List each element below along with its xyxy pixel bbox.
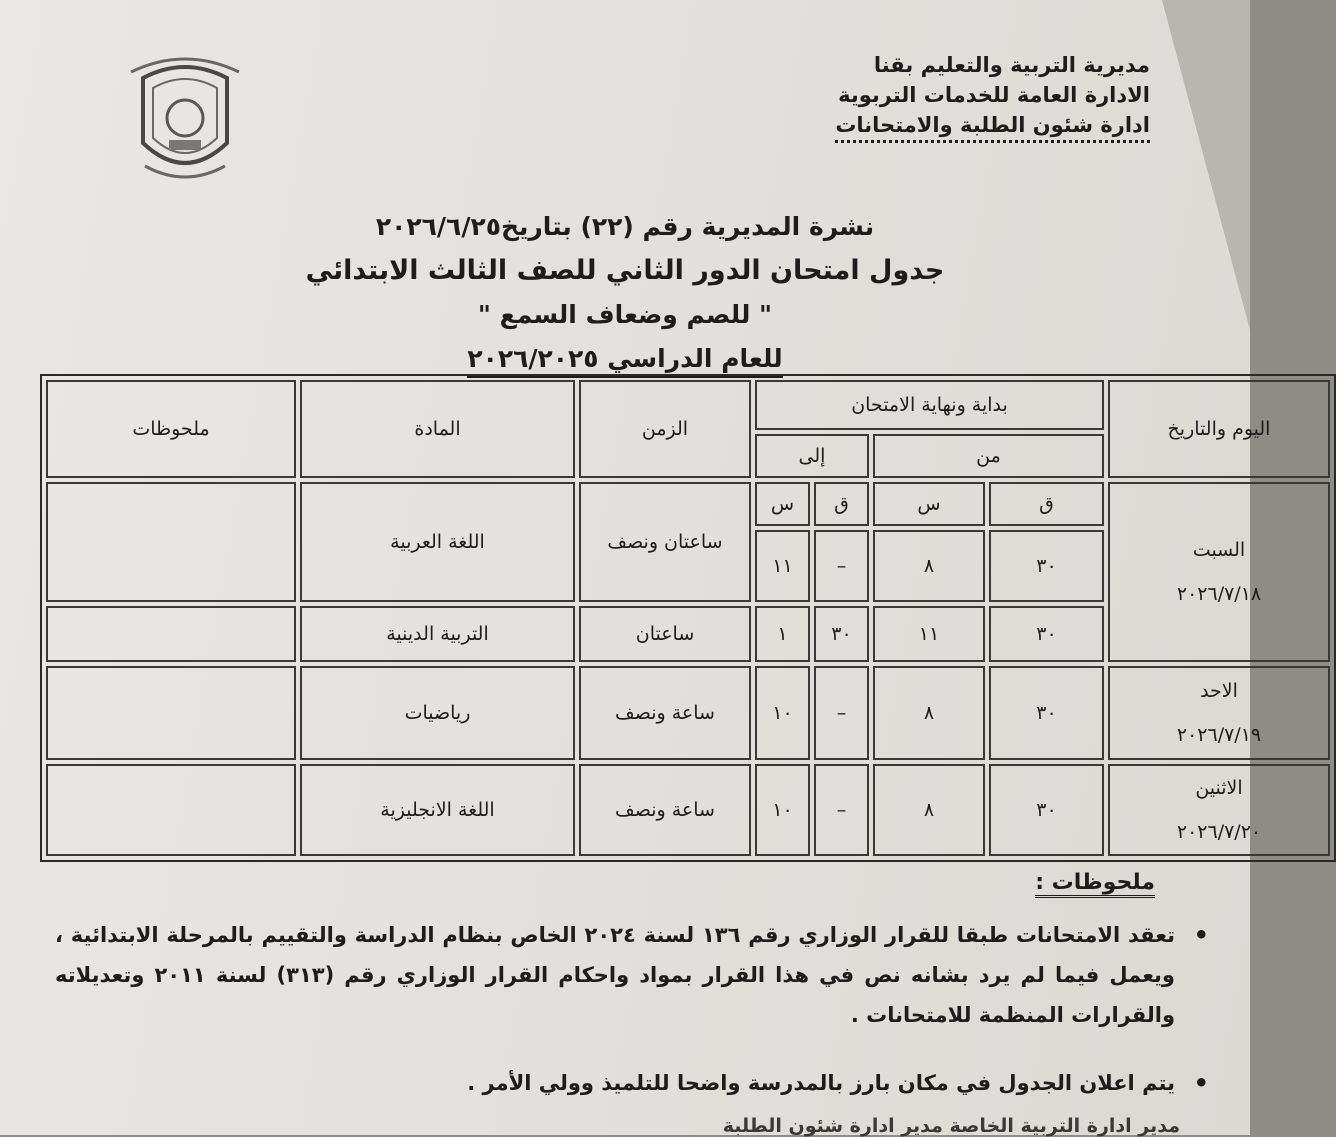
header-line-general-admin: الادارة العامة للخدمات التربوية <box>838 83 1150 107</box>
day-name: الاحد <box>1200 680 1238 702</box>
day-name: الاثنين <box>1195 777 1243 799</box>
unit-minute: ق <box>814 482 869 526</box>
day-name: السبت <box>1192 539 1246 561</box>
unit-hour: س <box>755 482 810 526</box>
day-cell-monday <box>1108 764 1330 856</box>
day-cell-saturday <box>1108 482 1330 662</box>
document-titles <box>200 205 1050 381</box>
underlying-sheet-corner <box>1140 0 1250 330</box>
from-minute-cell: ٣٠ <box>989 530 1104 602</box>
to-minute-cell: – <box>814 764 869 856</box>
subject-cell: اللغة العربية <box>300 482 575 602</box>
academic-year-title: للعام الدراسي ٢٠٢٦/٢٠٢٥ <box>467 342 782 378</box>
header-line-directorate: مديرية التربية والتعليم بقنا <box>873 53 1150 77</box>
day-date: ٢٠٢٦/٧/١٨ <box>1176 583 1262 605</box>
schedule-title: جدول امتحان الدور الثاني للصف الثالث الابتدائي <box>305 255 945 286</box>
directorate-header <box>750 50 1150 143</box>
to-hour-cell: ١٠ <box>755 764 810 856</box>
from-hour-cell: ٨ <box>873 666 985 760</box>
notes-list <box>55 915 1215 1103</box>
to-hour-cell: ١١ <box>755 530 810 602</box>
header-from: من <box>873 434 1104 478</box>
notes-title: ملحوظات : <box>1035 870 1155 898</box>
subject-cell: اللغة الانجليزية <box>300 764 575 856</box>
notes-cell <box>46 606 296 662</box>
header-duration: الزمن <box>579 380 751 478</box>
day-cell-sunday <box>1108 666 1330 760</box>
day-date: ٢٠٢٦/٧/١٩ <box>1176 724 1262 746</box>
from-minute-cell: ٣٠ <box>989 666 1104 760</box>
notes-cell <box>46 482 296 602</box>
from-minute-cell: ٣٠ <box>989 764 1104 856</box>
exam-schedule-table <box>40 374 1336 862</box>
from-minute-cell: ٣٠ <box>989 606 1104 662</box>
header-start-end: بداية ونهاية الامتحان <box>755 380 1104 430</box>
to-minute-cell: – <box>814 666 869 760</box>
to-hour-cell: ١ <box>755 606 810 662</box>
to-hour-cell: ١٠ <box>755 666 810 760</box>
audience-title: " للصم وضعاف السمع " <box>477 300 773 329</box>
duration-cell: ساعة ونصف <box>579 666 751 760</box>
unit-minute: ق <box>989 482 1104 526</box>
unit-hour: س <box>873 482 985 526</box>
subject-cell: رياضيات <box>300 666 575 760</box>
bulletin-title: نشرة المديرية رقم (٢٢) بتاريخ٢٠٢٦/٦/٢٥ <box>375 212 875 241</box>
duration-cell: ساعة ونصف <box>579 764 751 856</box>
header-subject: المادة <box>300 380 575 478</box>
day-date: ٢٠٢٦/٧/٢٠ <box>1176 821 1262 843</box>
list-item: • يتم اعلان الجدول في مكان بارز بالمدرسة واضحا للتلميذ وولي الأمر . <box>55 1063 1215 1103</box>
table-row <box>46 764 1330 856</box>
list-item: • تعقد الامتحانات طبقا للقرار الوزاري رقم ١٣٦ لسنة ٢٠٢٤ الخاص بنظام الدراسة والتقييم بالمرحلة الابتدائية ، ويعمل فيما لم يرد بشانه نص في هذا القرار بمواد واحكام القرار الوزاري رقم (٣١٣) لسنة ٢٠١١ وتعديلاته والقرارات المنظمة للامتحانات . <box>55 915 1215 1035</box>
duration-cell: ساعتان ونصف <box>579 482 751 602</box>
from-hour-cell: ٨ <box>873 530 985 602</box>
ministry-logo-icon <box>125 48 245 188</box>
header-to: إلى <box>755 434 869 478</box>
notes-cell <box>46 666 296 760</box>
from-hour-cell: ٨ <box>873 764 985 856</box>
from-hour-cell: ١١ <box>873 606 985 662</box>
subject-cell: التربية الدينية <box>300 606 575 662</box>
notes-cell <box>46 764 296 856</box>
to-minute-cell: – <box>814 530 869 602</box>
header-day-date: اليوم والتاريخ <box>1108 380 1330 478</box>
table-units-row <box>46 482 1330 526</box>
table-header-row <box>46 380 1330 430</box>
to-minute-cell: ٣٠ <box>814 606 869 662</box>
duration-cell: ساعتان <box>579 606 751 662</box>
table-row <box>46 666 1330 760</box>
signature-line: مدير ادارة التربية الخاصة مدير ادارة شئون الطلبة <box>722 1115 1180 1137</box>
header-notes: ملحوظات <box>46 380 296 478</box>
header-line-exams-admin: ادارة شئون الطلبة والامتحانات <box>750 110 1150 143</box>
